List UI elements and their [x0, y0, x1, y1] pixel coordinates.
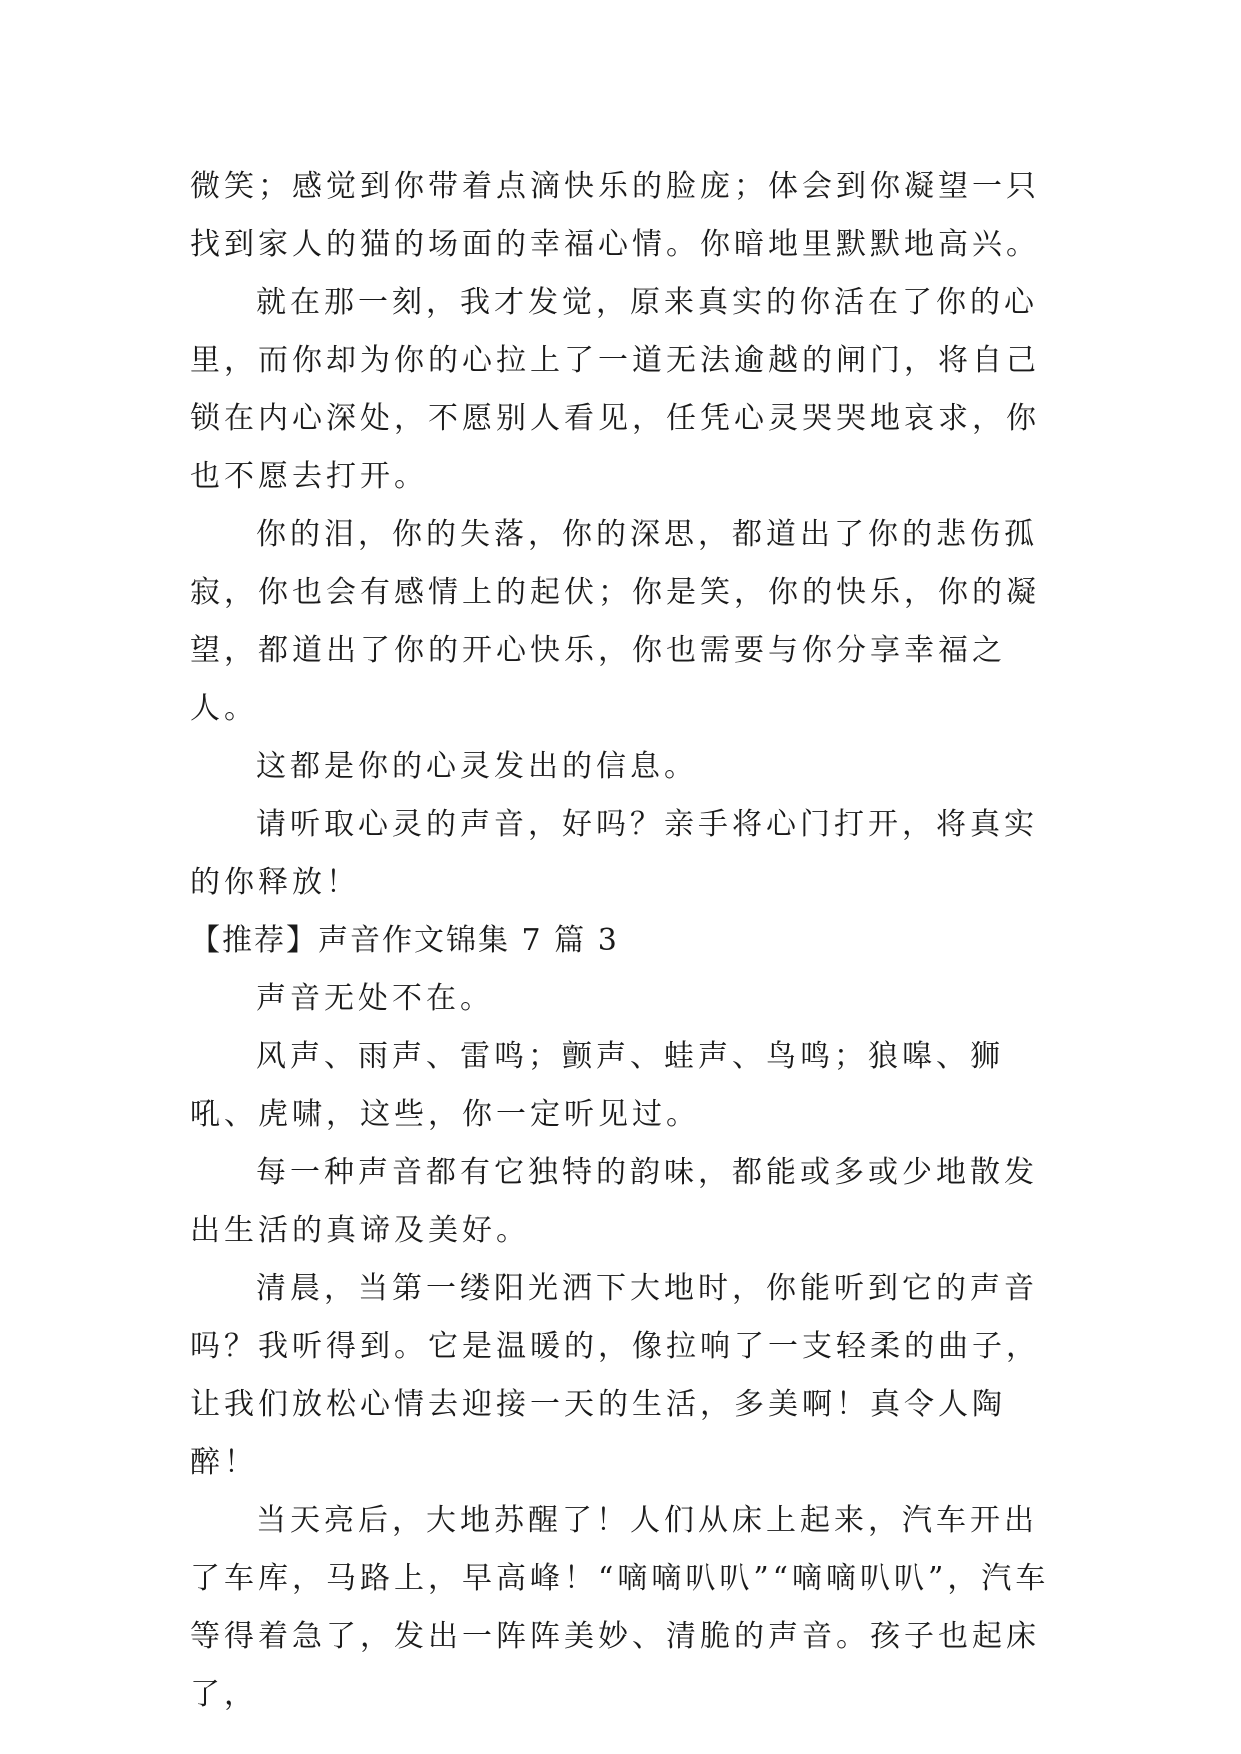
paragraph: 微笑；感觉到你带着点滴快乐的脸庞；体会到你凝望一只找到家人的猫的场面的幸福心情。你暗地里默默地高兴。	[190, 169, 1040, 262]
paragraph: 声音无处不在。	[256, 981, 494, 1016]
paragraph: 就在那一刻，我才发觉，原来真实的你活在了你的心里，而你却为你的心拉上了一道无法逾越的闸门，将自己锁在内心深处，不愿别人看见，任凭心灵哭哭地哀求，你也不愿去打开。	[190, 285, 1040, 494]
section-heading: 【推荐】声音作文锦集 7 篇 3	[190, 923, 619, 958]
document-body	[190, 158, 1070, 1724]
paragraph: 每一种声音都有它独特的韵味，都能或多或少地散发出生活的真谛及美好。	[190, 1155, 1038, 1248]
paragraph: 这都是你的心灵发出的信息。	[256, 749, 698, 784]
paragraph: 你的泪，你的失落，你的深思，都道出了你的悲伤孤寂，你也会有感情上的起伏；你是笑，你的快乐，你的凝望，都道出了你的开心快乐，你也需要与你分享幸福之人。	[190, 517, 1040, 726]
paragraph: 风声、雨声、雷鸣；颤声、蛙声、鸟鸣；狼嗥、狮吼、虎啸，这些，你一定听见过。	[190, 1039, 1004, 1132]
paragraph: 请听取心灵的声音，好吗？亲手将心门打开，将真实的你释放！	[190, 807, 1038, 900]
paragraph: 清晨，当第一缕阳光洒下大地时，你能听到它的声音吗？我听得到。它是温暖的，像拉响了一支轻柔的曲子，让我们放松心情去迎接一天的生活，多美啊！真令人陶醉！	[190, 1271, 1040, 1480]
paragraph: 当天亮后，大地苏醒了！人们从床上起来，汽车开出了车库，马路上，早高峰！“嘀嘀叭叭”“嘀嘀叭叭”，汽车等得着急了，发出一阵阵美妙、清脆的声音。孩子也起床了，	[190, 1503, 1050, 1712]
